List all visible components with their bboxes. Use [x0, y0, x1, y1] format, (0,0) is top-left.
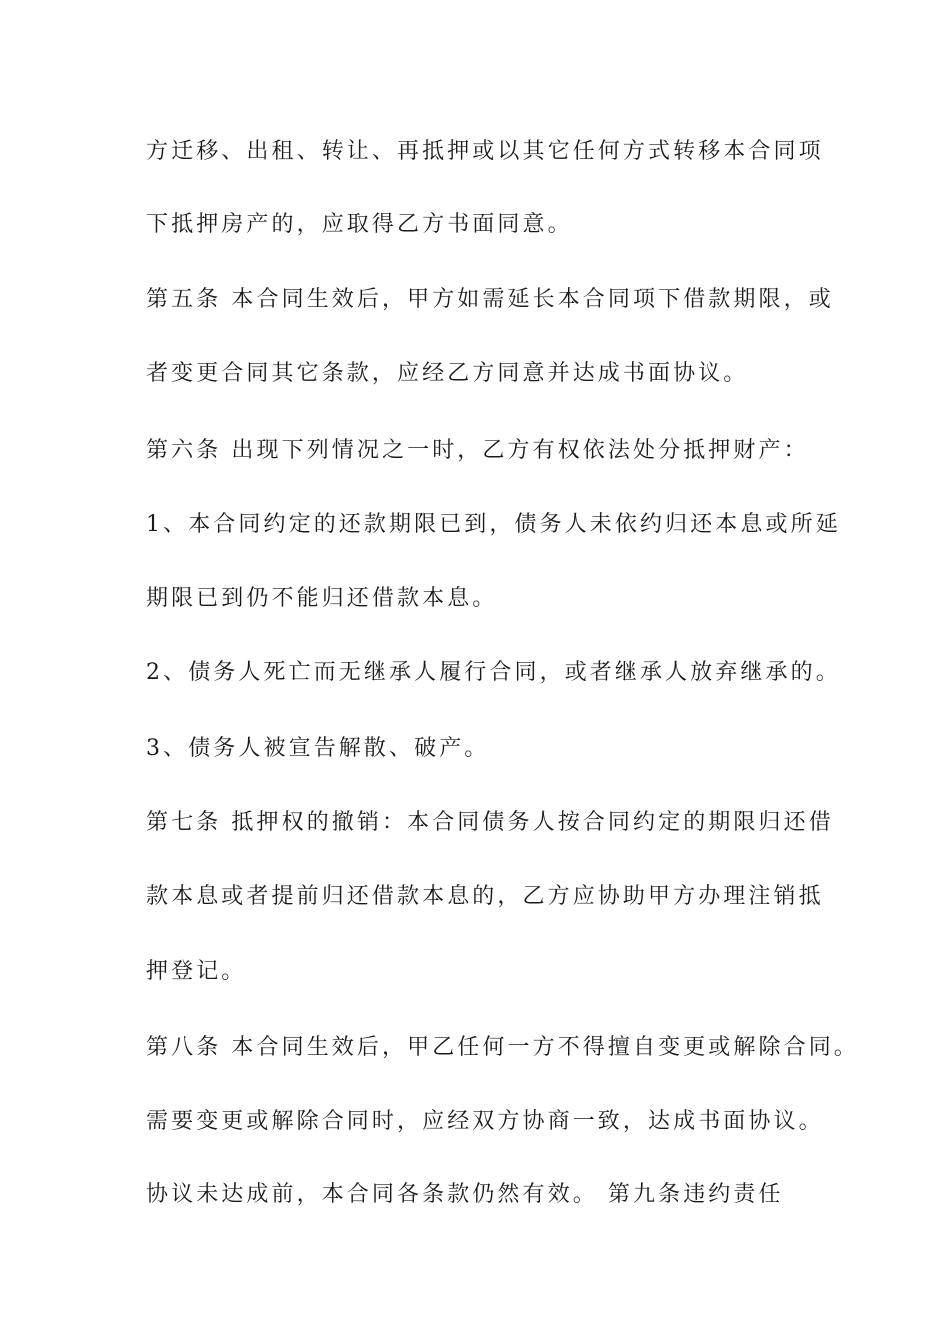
- text-line: 第五条 本合同生效后，甲方如需延长本合同项下借款期限，或: [146, 287, 834, 312]
- text-line: 下抵押房产的，应取得乙方书面同意。: [146, 212, 573, 237]
- text-line: 协议未达成前，本合同各条款仍然有效。 第九条违约责任: [146, 1182, 784, 1207]
- text-line: 1、本合同约定的还款期限已到，债务人未依约归还本息或所延: [146, 512, 841, 537]
- text-line: 者变更合同其它条款，应经乙方同意并达成书面协议。: [146, 361, 749, 386]
- text-line: 第六条 出现下列情况之一时，乙方有权依法处分抵押财产：: [146, 438, 809, 463]
- text-line: 第七条 抵押权的撤销：本合同债务人按合同约定的期限归还借: [146, 810, 834, 835]
- text-line: 2、债务人死亡而无继承人履行合同，或者继承人放弃继承的。: [146, 660, 841, 685]
- text-line: 款本息或者提前归还借款本息的，乙方应协助甲方办理注销抵: [146, 884, 824, 909]
- text-line: 方迁移、出租、转让、再抵押或以其它任何方式转移本合同项: [146, 139, 824, 164]
- text-line: 第八条 本合同生效后，甲乙任何一方不得擅自变更或解除合同。: [146, 1035, 859, 1060]
- text-line: 3、债务人被宣告解散、破产。: [146, 736, 490, 761]
- text-line: 需要变更或解除合同时，应经双方协商一致，达成书面协议。: [146, 1109, 824, 1134]
- text-line: 期限已到仍不能归还借款本息。: [146, 586, 498, 611]
- text-line: 押登记。: [146, 959, 247, 984]
